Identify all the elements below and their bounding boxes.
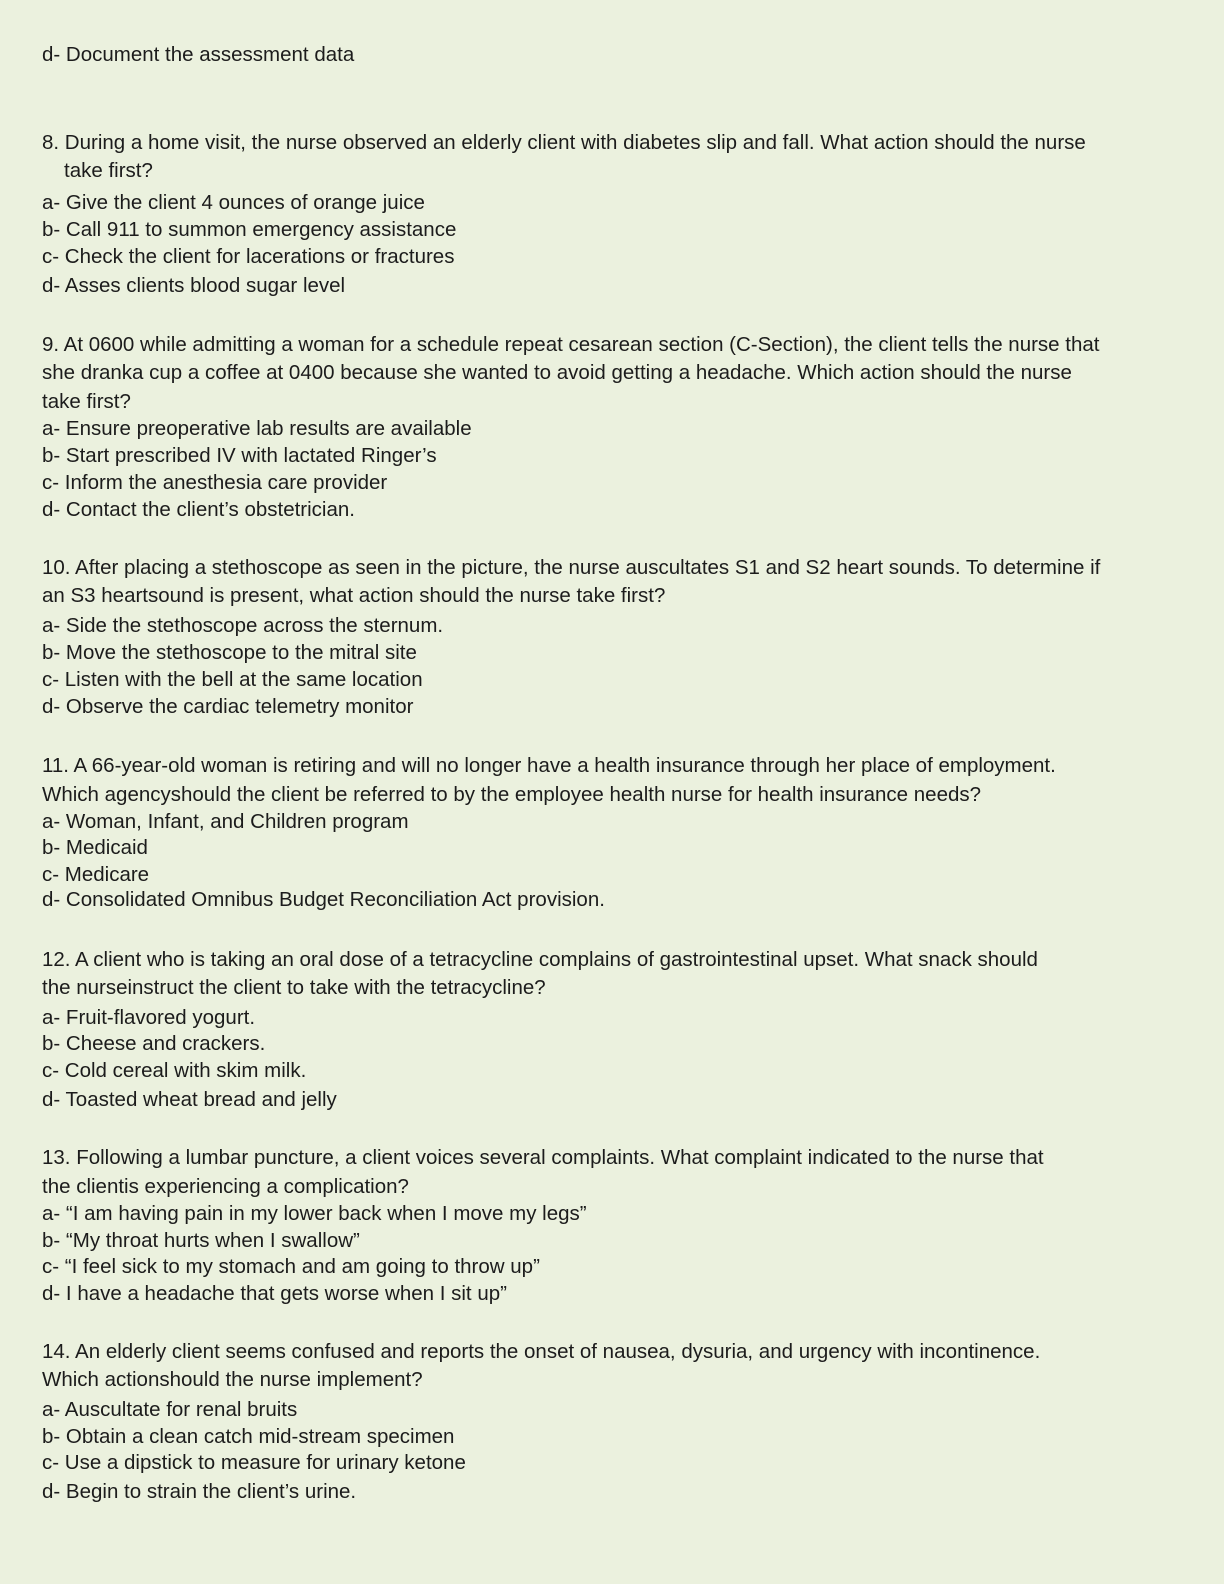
question-8-option-a: a- Give the client 4 ounces of orange juice [42, 191, 425, 214]
question-13-option-b: b- “My throat hurts when I swallow” [42, 1229, 360, 1252]
question-8-stem: 8. During a home visit, the nurse observed an elderly client with diabetes slip and fall. What action should the nurse [42, 131, 1086, 154]
question-11-option-d: d- Consolidated Omnibus Budget Reconciliation Act provision. [42, 888, 605, 911]
question-13-option-a: a- “I am having pain in my lower back when I move my legs” [42, 1202, 587, 1225]
question-11-stem: Which agencyshould the client be referred to by the employee health nurse for health insurance needs? [42, 783, 982, 806]
question-14-option-d: d- Begin to strain the client’s urine. [42, 1480, 357, 1503]
question-8-stem: take first? [64, 159, 153, 182]
question-14-option-b: b- Obtain a clean catch mid-stream specimen [42, 1425, 455, 1448]
question-10-option-a: a- Side the stethoscope across the sternum. [42, 614, 444, 637]
question-10-stem: an S3 heartsound is present, what action should the nurse take first? [42, 584, 666, 607]
question-9-option-c: c- Inform the anesthesia care provider [42, 471, 388, 494]
question-10-option-b: b- Move the stethoscope to the mitral site [42, 641, 417, 664]
question-14-option-c: c- Use a dipstick to measure for urinary ketone [42, 1451, 466, 1474]
question-8-option-c: c- Check the client for lacerations or fractures [42, 245, 455, 268]
question-9-stem: 9. At 0600 while admitting a woman for a schedule repeat cesarean section (C-Section), the client tells the nurse that [42, 333, 1100, 356]
question-13-stem: the clientis experiencing a complication? [42, 1175, 409, 1198]
question-11-option-a: a- Woman, Infant, and Children program [42, 810, 409, 833]
question-9-option-d: d- Contact the client’s obstetrician. [42, 498, 355, 521]
question-14-stem: 14. An elderly client seems confused and reports the onset of nausea, dysuria, and urgency with incontinence. [42, 1340, 1041, 1363]
question-12-option-d: d- Toasted wheat bread and jelly [42, 1088, 337, 1111]
question-13-option-d: d- I have a headache that gets worse when I sit up” [42, 1282, 507, 1305]
question-12-option-a: a- Fruit-flavored yogurt. [42, 1006, 256, 1029]
question-9-stem: take first? [42, 390, 131, 413]
question-12-option-c: c- Cold cereal with skim milk. [42, 1059, 307, 1082]
question-12-stem: the nurseinstruct the client to take with the tetracycline? [42, 976, 546, 999]
question-11-stem: 11. A 66-year-old woman is retiring and will no longer have a health insurance through her place of employment. [42, 754, 1056, 777]
question-12-option-b: b- Cheese and crackers. [42, 1032, 266, 1055]
question-14-stem: Which actionshould the nurse implement? [42, 1368, 423, 1391]
question-9-option-b: b- Start prescribed IV with lactated Ringer’s [42, 444, 437, 467]
question-12-stem: 12. A client who is taking an oral dose of a tetracycline complains of gastrointestinal upset. What snack should [42, 948, 1038, 971]
question-9-stem: she dranka cup a coffee at 0400 because she wanted to avoid getting a headache. Which action should the nurse [42, 361, 1072, 384]
question-8-option-d: d- Asses clients blood sugar level [42, 274, 346, 297]
question-11-option-c: c- Medicare [42, 863, 150, 886]
question-10-stem: 10. After placing a stethoscope as seen in the picture, the nurse auscultates S1 and S2 heart sounds. To determine if [42, 556, 1101, 579]
question-10-option-c: c- Listen with the bell at the same location [42, 668, 423, 691]
question-8-option-b: b- Call 911 to summon emergency assistance [42, 218, 457, 241]
question-9-option-a: a- Ensure preoperative lab results are available [42, 417, 472, 440]
question-11-option-b: b- Medicaid [42, 836, 148, 859]
question-14-option-a: a- Auscultate for renal bruits [42, 1398, 298, 1421]
question-10-option-d: d- Observe the cardiac telemetry monitor [42, 695, 414, 718]
question-13-option-c: c- “I feel sick to my stomach and am going to throw up” [42, 1255, 540, 1278]
option-d: d- Document the assessment data [42, 43, 355, 66]
question-13-stem: 13. Following a lumbar puncture, a client voices several complaints. What complaint indicated to the nurse that [42, 1146, 1044, 1169]
